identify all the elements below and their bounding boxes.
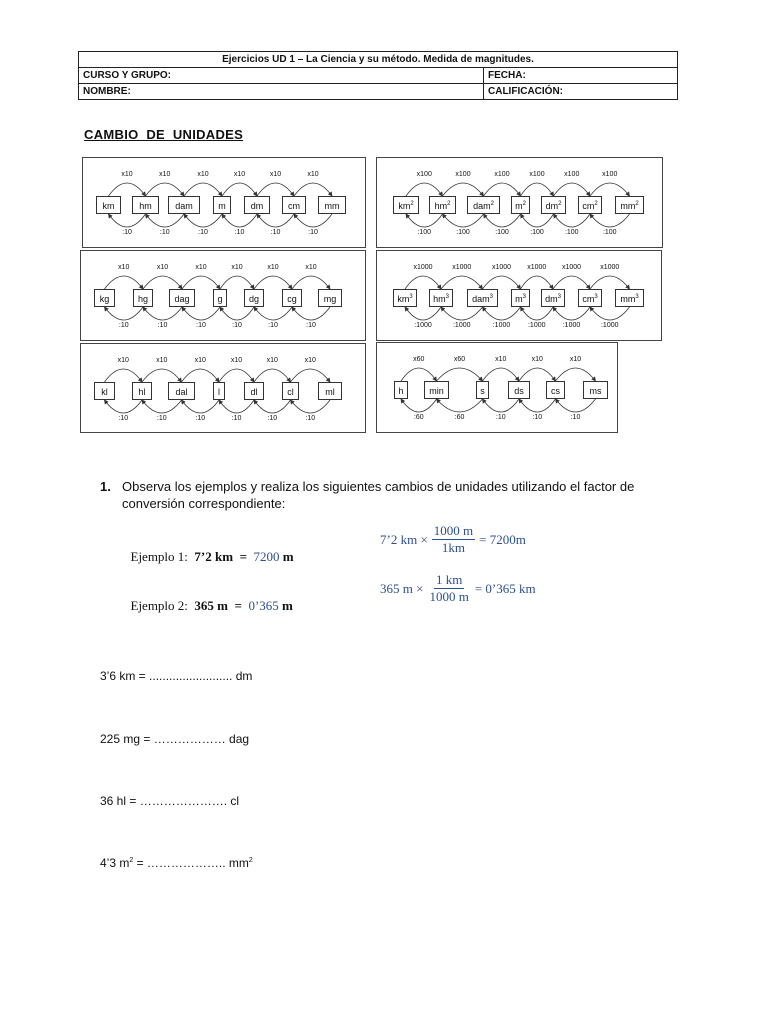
divide-arrow (142, 400, 182, 413)
multiply-factor-label: x10 (267, 264, 279, 271)
divide-arrow (291, 400, 331, 413)
exercise-item-3[interactable]: 36 hl = …………………. cl (100, 794, 240, 808)
multiply-factor-label: x1000 (561, 264, 582, 271)
unit-box (615, 289, 644, 307)
multiply-factor-label: x10 (159, 171, 171, 178)
unit-box (168, 196, 200, 214)
unit-label: kl (101, 387, 108, 397)
unit-box (429, 289, 453, 307)
multiply-arrow (441, 276, 483, 289)
divide-factor-label: :100 (417, 229, 432, 236)
multiply-arrow (222, 183, 257, 196)
divide-factor-label: :10 (118, 415, 129, 422)
unit-box (511, 196, 530, 214)
divide-factor-label: :10 (306, 322, 316, 329)
unit-box (244, 382, 264, 400)
divide-arrow (483, 399, 520, 412)
divide-factor-label: :10 (195, 415, 206, 422)
name-field[interactable]: NOMBRE: (79, 84, 484, 100)
unit-label: dag (174, 294, 190, 304)
unit-label: cg (287, 294, 297, 304)
unit-label: dm (545, 201, 559, 211)
multiply-factor-label: x10 (269, 171, 282, 178)
multiply-arrow (105, 369, 143, 382)
unit-label: dm (545, 294, 558, 304)
unit-box (318, 382, 342, 400)
divide-factor-label: :1000 (562, 322, 581, 329)
multiply-factor-label: x10 (266, 357, 278, 364)
example-1 (124, 533, 294, 565)
divide-factor-label: :10 (157, 322, 168, 329)
multiply-factor-label: x1000 (491, 264, 512, 271)
divide-arrow (590, 214, 630, 227)
divide-factor-label: :60 (454, 414, 465, 421)
unit-exponent: 3 (635, 294, 639, 300)
divide-factor-label: :1000 (452, 322, 471, 329)
unit-label: hm (139, 201, 152, 211)
unit-label: hg (137, 294, 148, 304)
multiply-factor-label: x1000 (413, 264, 433, 271)
unit-label: ds (514, 386, 524, 396)
exercise-text: Observa los ejemplos y realiza los siguientes cambios de unidades utilizando el factor de conversión correspondiente: (122, 479, 635, 511)
divide-arrow (182, 307, 220, 320)
unit-exponent: 2 (410, 201, 414, 207)
unit-label: km (397, 294, 410, 304)
divide-factor-label: :100 (495, 229, 509, 236)
example-label: Ejemplo 2: (130, 598, 188, 613)
divide-arrow (294, 214, 332, 227)
unit-box (282, 382, 299, 400)
unit-label: m (515, 294, 523, 304)
section-title: CAMBIO DE UNIDADES (84, 127, 244, 142)
fraction-numerator: 1000 m (433, 523, 474, 538)
conversion-panel (376, 342, 618, 433)
unit-label: dal (175, 387, 188, 397)
unit-box (508, 381, 530, 399)
divide-factor-label: :10 (495, 414, 506, 421)
divide-arrow (556, 399, 596, 412)
formula-left: 365 m × (380, 580, 424, 596)
example-result-value: 7200 (253, 549, 280, 564)
fraction-denominator: 1000 m (429, 589, 469, 604)
unit-label: km (398, 201, 411, 211)
multiply-factor-label: x100 (602, 171, 618, 178)
multiply-arrow (254, 276, 292, 289)
multiply-arrow (519, 368, 556, 381)
unit-box (394, 381, 408, 399)
unit-label: ml (325, 387, 335, 397)
divide-factor-label: :10 (234, 229, 245, 236)
divide-arrow (437, 399, 483, 412)
unit-label: dg (248, 294, 259, 304)
multiply-factor-label: x10 (569, 356, 582, 363)
exponent: 2 (129, 857, 134, 864)
multiply-factor-label: x1000 (527, 264, 547, 271)
unit-box (318, 289, 342, 307)
divide-factor-label: :100 (456, 229, 470, 236)
example-result-value: 0’365 (248, 598, 279, 613)
unit-box (244, 196, 270, 214)
multiply-factor-label: x1000 (452, 264, 472, 271)
unit-box (541, 196, 566, 214)
divide-arrow (105, 307, 144, 320)
multiply-factor-label: x10 (231, 264, 243, 271)
formula-1 (380, 523, 526, 556)
unit-label: s (480, 386, 485, 396)
unit-exponent: 3 (522, 294, 526, 300)
unit-box (476, 381, 489, 399)
divide-arrow (521, 307, 554, 320)
unit-box (615, 196, 644, 214)
multiply-factor-label: x10 (495, 356, 507, 363)
unit-exponent: 2 (594, 201, 598, 207)
unit-box (169, 289, 195, 307)
multiply-factor-label: x10 (156, 357, 168, 364)
multiply-arrow (184, 183, 222, 196)
divide-arrow (219, 400, 254, 413)
unit-exponent: 3 (489, 294, 493, 300)
unit-box (424, 381, 449, 399)
unit-label: dam (472, 294, 490, 304)
divide-arrow (146, 214, 185, 227)
example-equals: = (239, 549, 247, 564)
example-from: 7’2 km (194, 549, 234, 564)
divide-factor-label: :10 (196, 322, 206, 329)
unit-box (213, 196, 231, 214)
multiply-arrow (590, 183, 630, 196)
unit-box (244, 289, 264, 307)
formula-left: 7’2 km × (380, 531, 428, 547)
unit-exponent: 3 (557, 294, 561, 300)
unit-exponent: 3 (409, 294, 413, 300)
divide-arrow (553, 307, 590, 320)
multiply-factor-label: x10 (233, 171, 246, 178)
divide-arrow (184, 214, 222, 227)
divide-factor-label: :10 (122, 229, 132, 236)
unit-exponent: 2 (447, 201, 451, 207)
grade-field[interactable]: CALIFICACIÓN: (484, 84, 678, 100)
fraction-denominator: 1km (441, 540, 466, 555)
multiply-factor-label: x60 (453, 356, 466, 363)
exercise-number: 1. (100, 479, 111, 494)
divide-arrow (405, 307, 441, 320)
unit-label: dam (473, 201, 491, 211)
example-result-unit: m (282, 598, 293, 613)
multiply-arrow (257, 183, 294, 196)
divide-factor-label: :1000 (492, 322, 511, 329)
date-field[interactable]: FECHA: (484, 68, 678, 84)
conversion-fraction (432, 523, 475, 556)
unit-box (282, 196, 306, 214)
unit-label: min (429, 386, 444, 396)
unit-box (133, 289, 153, 307)
unit-box (168, 382, 195, 400)
divide-arrow (590, 307, 630, 320)
exponent: 2 (248, 857, 253, 864)
unit-label: m (515, 201, 523, 211)
unit-box (511, 289, 530, 307)
unit-box (541, 289, 565, 307)
divide-arrow (222, 214, 257, 227)
unit-label: mm (620, 294, 636, 304)
header-table (78, 51, 678, 100)
unit-label: m (218, 201, 226, 211)
multiply-factor-label: x100 (494, 171, 510, 178)
divide-factor-label: :100 (564, 229, 579, 236)
unit-exponent: 3 (594, 294, 598, 300)
unit-box (467, 289, 498, 307)
example-equals: = (234, 598, 242, 613)
divide-factor-label: :10 (268, 322, 278, 329)
conversion-panel (376, 250, 662, 341)
multiply-arrow (484, 183, 521, 196)
divide-arrow (109, 214, 146, 227)
divide-arrow (443, 214, 484, 227)
multiply-arrow (143, 276, 182, 289)
divide-factor-label: :10 (532, 414, 543, 421)
multiply-factor-label: x100 (529, 171, 545, 178)
unit-box (132, 382, 152, 400)
exercise-item-2[interactable]: 225 mg = ……………… dag (100, 732, 250, 746)
example-result-unit: m (282, 549, 294, 564)
unit-box (213, 382, 225, 400)
multiply-arrow (556, 368, 596, 381)
divide-factor-label: :10 (570, 414, 581, 421)
unit-label: g (217, 294, 223, 304)
multiply-factor-label: x10 (307, 171, 319, 178)
multiply-factor-label: x10 (156, 264, 169, 271)
multiply-arrow (521, 276, 554, 289)
unit-exponent: 2 (522, 201, 526, 207)
exercise-item-4[interactable] (100, 856, 253, 870)
divide-factor-label: :10 (232, 322, 242, 329)
multiply-arrow (294, 183, 332, 196)
unit-label: dam (175, 201, 193, 211)
unit-exponent: 2 (490, 201, 494, 207)
unit-label: dm (250, 201, 264, 211)
unit-box (467, 196, 500, 214)
exercise-quantity: 4’3 m (100, 856, 130, 870)
multiply-factor-label: x10 (197, 171, 209, 178)
unit-box (213, 289, 227, 307)
multiply-arrow (437, 368, 483, 381)
unit-box (546, 381, 565, 399)
multiply-arrow (220, 276, 254, 289)
unit-label: cl (287, 387, 294, 397)
divide-arrow (220, 307, 254, 320)
exercise-item-1[interactable]: 3’6 km = ......................... dm (100, 669, 253, 683)
multiply-arrow (291, 369, 331, 382)
multiply-factor-label: x10 (118, 264, 130, 271)
unit-box (132, 196, 159, 214)
worksheet-title: Ejercicios UD 1 – La Ciencia y su método. Medida de magnitudes. (79, 52, 678, 68)
divide-arrow (484, 214, 521, 227)
divide-arrow (554, 214, 591, 227)
multiply-factor-label: x10 (121, 171, 133, 178)
multiply-factor-label: x100 (416, 171, 432, 178)
multiply-factor-label: x10 (531, 356, 543, 363)
multiply-arrow (219, 369, 254, 382)
conversion-panel (82, 157, 366, 248)
unit-label: h (398, 386, 404, 396)
unit-box (318, 196, 346, 214)
divide-factor-label: :100 (530, 229, 544, 236)
divide-factor-label: :10 (231, 415, 242, 422)
divide-factor-label: :1000 (527, 322, 546, 329)
multiply-arrow (483, 368, 520, 381)
unit-label: hl (138, 387, 146, 397)
example-label: Ejemplo 1: (130, 549, 188, 564)
divide-factor-label: :10 (305, 415, 316, 422)
multiply-arrow (483, 276, 521, 289)
unit-label: hm (434, 201, 448, 211)
unit-label: mm (324, 201, 340, 211)
unit-label: ms (589, 386, 602, 396)
conversion-panel (80, 343, 366, 433)
example-from: 365 m (194, 598, 229, 613)
unit-label: hm (433, 294, 446, 304)
multiply-factor-label: x100 (455, 171, 471, 178)
multiply-arrow (521, 183, 554, 196)
unit-box (429, 196, 456, 214)
divide-arrow (254, 307, 292, 320)
unit-label: cm (582, 201, 595, 211)
unit-label: l (218, 387, 220, 397)
divide-factor-label: :60 (413, 414, 424, 421)
multiply-arrow (182, 369, 220, 382)
divide-factor-label: :10 (156, 415, 167, 422)
fraction-numerator: 1 km (435, 572, 463, 587)
unit-box (393, 196, 419, 214)
unit-box (282, 289, 302, 307)
conversion-fraction (427, 572, 470, 605)
unit-label: cs (551, 386, 560, 396)
unit-label: mg (323, 294, 337, 304)
multiply-arrow (254, 369, 291, 382)
unit-label: cm (288, 201, 300, 211)
example-2 (124, 582, 293, 614)
divide-factor-label: :10 (159, 229, 170, 236)
multiply-factor-label: x10 (304, 357, 316, 364)
divide-factor-label: :10 (308, 229, 318, 236)
divide-factor-label: :10 (267, 415, 278, 422)
course-field[interactable]: CURSO Y GRUPO: (79, 68, 484, 84)
multiply-arrow (109, 183, 146, 196)
formula-right: = 7200m (479, 531, 526, 547)
divide-arrow (401, 399, 437, 412)
unit-box (94, 289, 115, 307)
divide-arrow (143, 307, 182, 320)
divide-arrow (521, 214, 554, 227)
divide-arrow (441, 307, 483, 320)
divide-arrow (292, 307, 330, 320)
divide-factor-label: :10 (270, 229, 281, 236)
multiply-arrow (443, 183, 484, 196)
formula-right: = 0’365 km (474, 580, 536, 596)
multiply-arrow (292, 276, 330, 289)
multiply-arrow (405, 276, 441, 289)
multiply-arrow (401, 368, 437, 381)
divide-arrow (182, 400, 220, 413)
unit-box (578, 196, 602, 214)
divide-factor-label: :10 (118, 322, 129, 329)
divide-factor-label: :10 (198, 229, 208, 236)
divide-factor-label: :100 (602, 229, 617, 236)
formula-2 (380, 572, 536, 605)
divide-factor-label: :1000 (600, 322, 619, 329)
divide-factor-label: :1000 (414, 322, 432, 329)
multiply-factor-label: x10 (230, 357, 243, 364)
divide-arrow (257, 214, 294, 227)
multiply-factor-label: x10 (195, 264, 207, 271)
multiply-arrow (146, 183, 185, 196)
unit-box (578, 289, 602, 307)
unit-exponent: 3 (445, 294, 449, 300)
multiply-factor-label: x100 (564, 171, 580, 178)
unit-label: cm (582, 294, 595, 304)
unit-box (393, 289, 417, 307)
conversion-panel (80, 250, 366, 341)
divide-arrow (254, 400, 291, 413)
unit-exponent: 2 (558, 201, 562, 207)
multiply-arrow (406, 183, 443, 196)
multiply-arrow (182, 276, 220, 289)
divide-arrow (519, 399, 556, 412)
unit-box (94, 382, 115, 400)
multiply-factor-label: x10 (305, 264, 317, 271)
unit-label: mm (620, 201, 636, 211)
unit-label: kg (99, 294, 110, 304)
unit-box (96, 196, 121, 214)
conversion-panel (376, 157, 663, 248)
unit-label: km (102, 201, 115, 211)
exercise-target: = ……………….. mm (133, 856, 249, 870)
divide-arrow (406, 214, 443, 227)
multiply-factor-label: x10 (117, 357, 129, 364)
multiply-arrow (142, 369, 182, 382)
unit-label: dl (250, 387, 258, 397)
multiply-factor-label: x1000 (600, 264, 620, 271)
multiply-factor-label: x60 (413, 356, 425, 363)
divide-arrow (105, 400, 143, 413)
unit-box (583, 381, 608, 399)
multiply-arrow (554, 183, 591, 196)
multiply-arrow (105, 276, 144, 289)
multiply-factor-label: x10 (194, 357, 206, 364)
multiply-arrow (553, 276, 590, 289)
multiply-arrow (590, 276, 630, 289)
unit-exponent: 2 (635, 201, 639, 207)
divide-arrow (483, 307, 521, 320)
